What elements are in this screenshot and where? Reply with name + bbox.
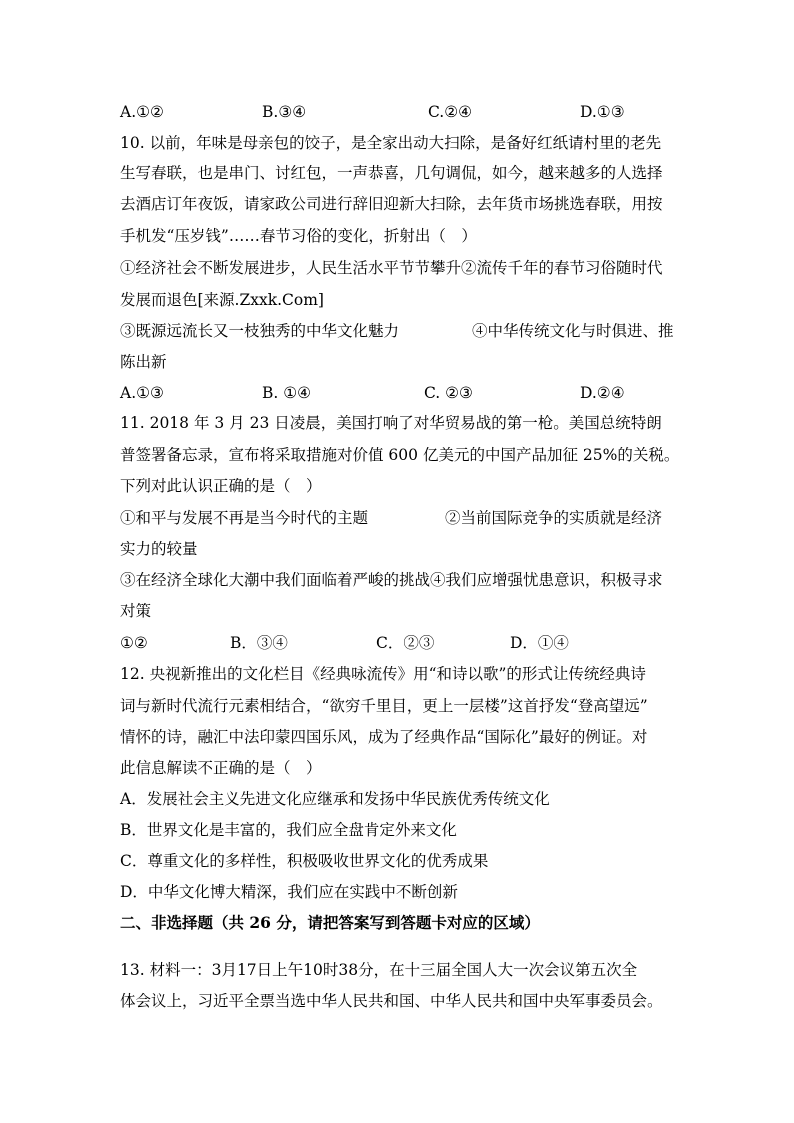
section-2-heading: 二、非选择题（共 26 分，请把答案写到答题卡对应的区域） [120, 913, 540, 932]
question-10-stem-line: 10. 以前，年味是母亲包的饺子，是全家出动大扫除，是备好红纸请村里的老先 [120, 134, 662, 152]
question-10-stem-line: 手机发“压岁钱”……春节习俗的变化，折射出（ ） [120, 227, 477, 245]
question-12-stem-line: 情怀的诗，融汇中法印蒙四国乐风，成为了经典作品“国际化”最好的例证。对 [120, 728, 648, 746]
question-10-statement: 发展而退色[来源.Zxxk.Com] [120, 291, 324, 309]
question-13-material-line: 体会议上，习近平全票当选中华人民共和国、中华人民共和国中央军事委员会。 [120, 992, 663, 1010]
question-11-statement: ③在经济全球化大潮中我们面临着严峻的挑战④我们应增强忧患意识，积极寻求 [120, 571, 663, 589]
q10-option-d: D.②④ [580, 384, 625, 402]
q10-option-b: B. ①④ [262, 384, 312, 402]
q10-option-c: C. ②③ [424, 384, 473, 402]
question-13-material-line: 13. 材料一：3月17日上午10时38分，在十三届全国人大一次会议第五次全 [120, 961, 638, 979]
q11-option-b: B．③④ [230, 634, 288, 652]
question-10-stem-line: 去酒店订年夜饭，请家政公司进行辞旧迎新大扫除，去年货市场挑选春联，用按 [120, 195, 663, 213]
q11-option-d: D．①④ [510, 634, 569, 652]
question-11-stem-line: 普签署备忘录，宣布将采取措施对价值 600 亿美元的中国产品加征 25%的关税。 [120, 446, 680, 464]
question-12-option-a: A．发展社会主义先进文化应继承和发扬中华民族优秀传统文化 [120, 790, 550, 808]
question-10-statement: ④中华传统文化与时俱进、推 [472, 322, 674, 340]
q9-option-d: D.①③ [580, 103, 625, 121]
question-12-option-c: C．尊重文化的多样性，积极吸收世界文化的优秀成果 [120, 852, 489, 870]
question-12-stem-line: 此信息解读不正确的是（ ） [120, 759, 322, 777]
question-12-stem-line: 12. 央视新推出的文化栏目《经典咏流传》用“和诗以歌”的形式让传统经典诗 [120, 665, 646, 683]
q10-option-a: A.①③ [120, 384, 164, 402]
question-11-stem-line: 下列对此认识正确的是（ ） [120, 477, 322, 495]
question-10-stem-line: 生写春联，也是串门、讨红包，一声恭喜，几句调侃，如今，越来越多的人选择 [120, 164, 663, 182]
q9-option-c: C.②④ [428, 103, 473, 121]
question-12-stem-line: 词与新时代流行元素相结合，“欲穷千里目，更上一层楼”这首抒发“登高望远” [120, 697, 648, 715]
q11-option-c: C．②③ [376, 634, 435, 652]
question-11-statement: ②当前国际竞争的实质就是经济 [445, 509, 663, 527]
q9-option-a: A.①② [120, 103, 164, 121]
question-10-statement: ③既源远流长又一枝独秀的中华文化魅力 [120, 322, 400, 340]
question-10-statement: 陈出新 [120, 353, 167, 371]
question-11-statement: ①和平与发展不再是当今时代的主题 [120, 509, 369, 527]
question-11-statement: 对策 [120, 602, 152, 620]
question-12-option-d: D．中华文化博大精深，我们应在实践中不断创新 [120, 883, 458, 901]
q9-option-b: B.③④ [262, 103, 307, 121]
q11-option-a: ①② [120, 634, 148, 652]
question-11-statement: 实力的较量 [120, 540, 198, 558]
question-10-statement: ①经济社会不断发展进步，人民生活水平节节攀升②流传千年的春节习俗随时代 [120, 259, 663, 277]
question-11-stem-line: 11. 2018 年 3 月 23 日凌晨，美国打响了对华贸易战的第一枪。美国总统特朗 [120, 414, 662, 432]
question-12-option-b: B．世界文化是丰富的，我们应全盘肯定外来文化 [120, 821, 457, 839]
